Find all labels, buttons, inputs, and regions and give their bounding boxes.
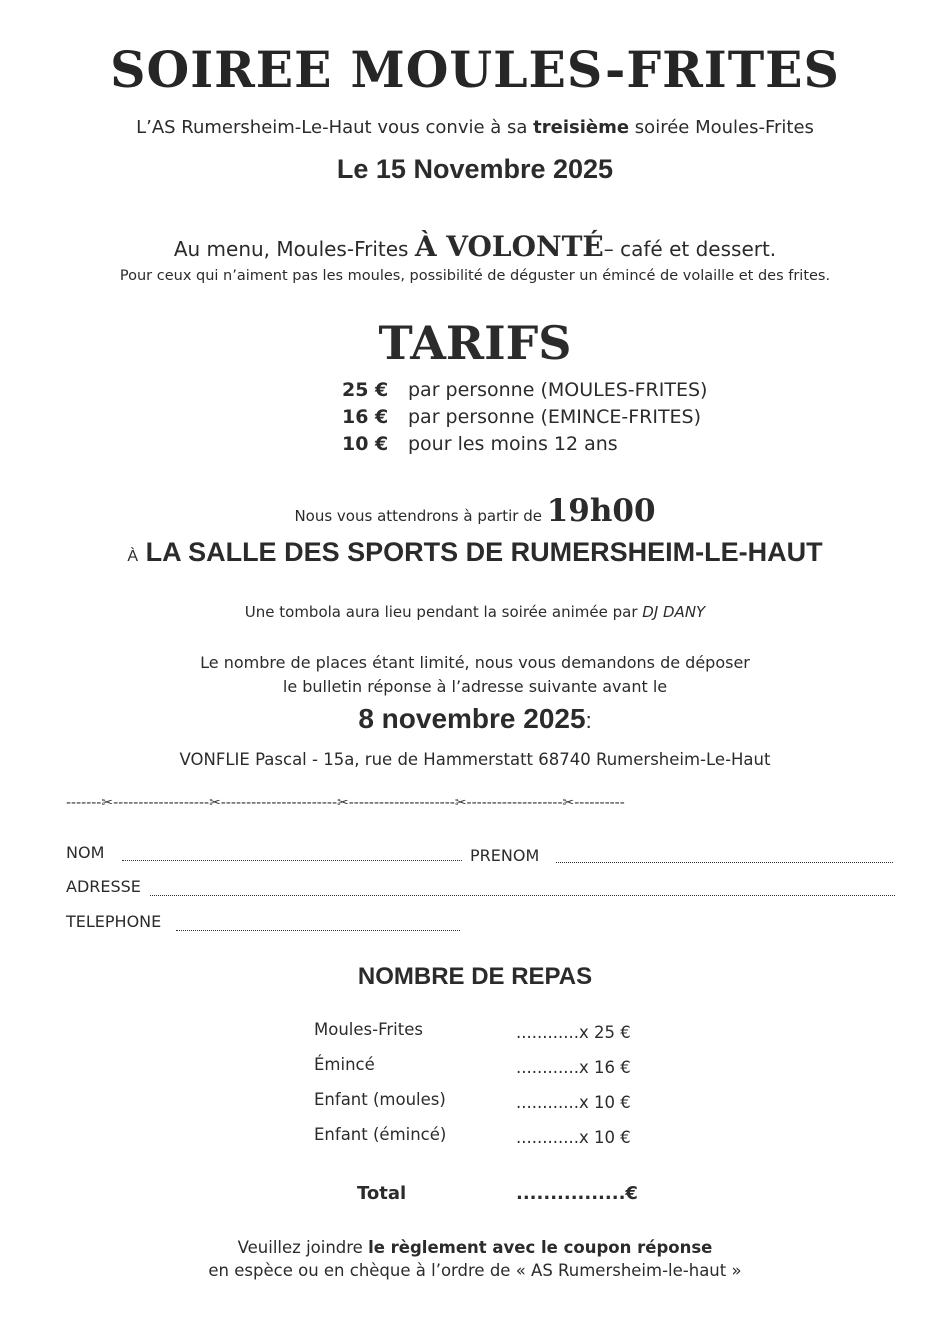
price-row xyxy=(342,433,618,455)
price-row xyxy=(342,406,701,428)
price-label: par personne (MOULES-FRITES) xyxy=(408,379,708,401)
meal-label: Moules-Frites xyxy=(314,1020,423,1039)
footer-bold: le règlement avec le coupon réponse xyxy=(368,1238,713,1257)
tombola-line xyxy=(0,603,950,621)
venue-prefix: À xyxy=(127,548,139,565)
tarifs-heading: TARIFS xyxy=(378,316,572,370)
prenom-field[interactable] xyxy=(556,862,893,863)
price-amount: 10 € xyxy=(342,433,389,455)
meal-label: Enfant (émincé) xyxy=(314,1125,447,1144)
meal-quantity[interactable]: ............x 16 € xyxy=(516,1058,631,1077)
adresse-label: ADRESSE xyxy=(66,877,141,896)
footer-line-2: en espèce ou en chèque à l’ordre de « AS Rumersheim-le-haut » xyxy=(208,1261,742,1280)
meal-quantity[interactable]: ............x 25 € xyxy=(516,1023,631,1042)
attend-text: Nous vous attendrons à partir de xyxy=(294,507,547,525)
tombola-text: Une tombola aura lieu pendant la soirée animée par xyxy=(244,603,643,621)
deadline xyxy=(0,703,950,735)
telephone-field[interactable] xyxy=(176,930,460,931)
intro-text xyxy=(0,117,950,138)
nom-field[interactable] xyxy=(122,860,462,861)
footer-note xyxy=(0,1236,950,1282)
limit-text xyxy=(0,651,950,699)
menu-after: – café et dessert. xyxy=(603,237,777,261)
price-amount: 25 € xyxy=(342,379,389,401)
nom-label: NOM xyxy=(66,843,105,862)
menu-before: Au menu, Moules-Frites xyxy=(173,237,415,261)
prenom-label: PRENOM xyxy=(470,846,540,865)
footer-before: Veuillez joindre xyxy=(237,1238,369,1257)
menu-line xyxy=(0,230,950,263)
intro-before: L’AS Rumersheim-Le-Haut vous convie à sa xyxy=(136,117,534,138)
total-value[interactable]: ................€ xyxy=(516,1183,638,1204)
price-label: par personne (EMINCE-FRITES) xyxy=(408,406,702,428)
total-label: Total xyxy=(357,1183,407,1204)
repas-heading: NOMBRE DE REPAS xyxy=(357,963,593,990)
adresse-field[interactable] xyxy=(150,895,895,896)
meal-label: Émincé xyxy=(314,1055,375,1074)
venue-name: LA SALLE DES SPORTS DE RUMERSHEIM-LE-HAUT xyxy=(145,537,823,567)
meal-quantity[interactable]: ............x 10 € xyxy=(516,1093,631,1112)
intro-bold: treisième xyxy=(533,117,630,138)
price-amount: 16 € xyxy=(342,406,389,428)
venue-line xyxy=(0,537,950,568)
footer-line-1 xyxy=(0,1236,950,1259)
price-label: pour les moins 12 ans xyxy=(408,433,618,455)
limit-line-2: le bulletin réponse à l’adresse suivante avant le xyxy=(282,677,668,696)
cut-line: -------✂-------------------✂-----------------------✂---------------------✂-------------------✂---------- xyxy=(66,795,625,811)
intro-after: soirée Moules-Frites xyxy=(629,117,814,138)
menu-bold: À VOLONTÉ xyxy=(414,230,604,263)
event-date: Le 15 Novembre 2025 xyxy=(336,154,614,184)
meal-label: Enfant (moules) xyxy=(314,1090,446,1109)
telephone-label: TELEPHONE xyxy=(66,912,162,931)
attend-time: 19h00 xyxy=(546,493,656,529)
delivery-address: VONFLIE Pascal - 15a, rue de Hammerstatt 68740 Rumersheim-Le-Haut xyxy=(179,750,771,769)
price-row xyxy=(342,379,707,401)
meal-quantity[interactable]: ............x 10 € xyxy=(516,1128,631,1147)
limit-line-1: Le nombre de places étant limité, nous vous demandons de déposer xyxy=(200,653,750,672)
deadline-colon: : xyxy=(585,708,592,733)
page-title: SOIREE MOULES-FRITES xyxy=(110,40,840,99)
deadline-date: 8 novembre 2025 xyxy=(358,703,586,734)
attend-line xyxy=(0,493,950,529)
menu-note: Pour ceux qui n’aiment pas les moules, possibilité de déguster un émincé de volaille et des frites. xyxy=(119,268,831,284)
dj-name: DJ DANY xyxy=(642,603,706,621)
